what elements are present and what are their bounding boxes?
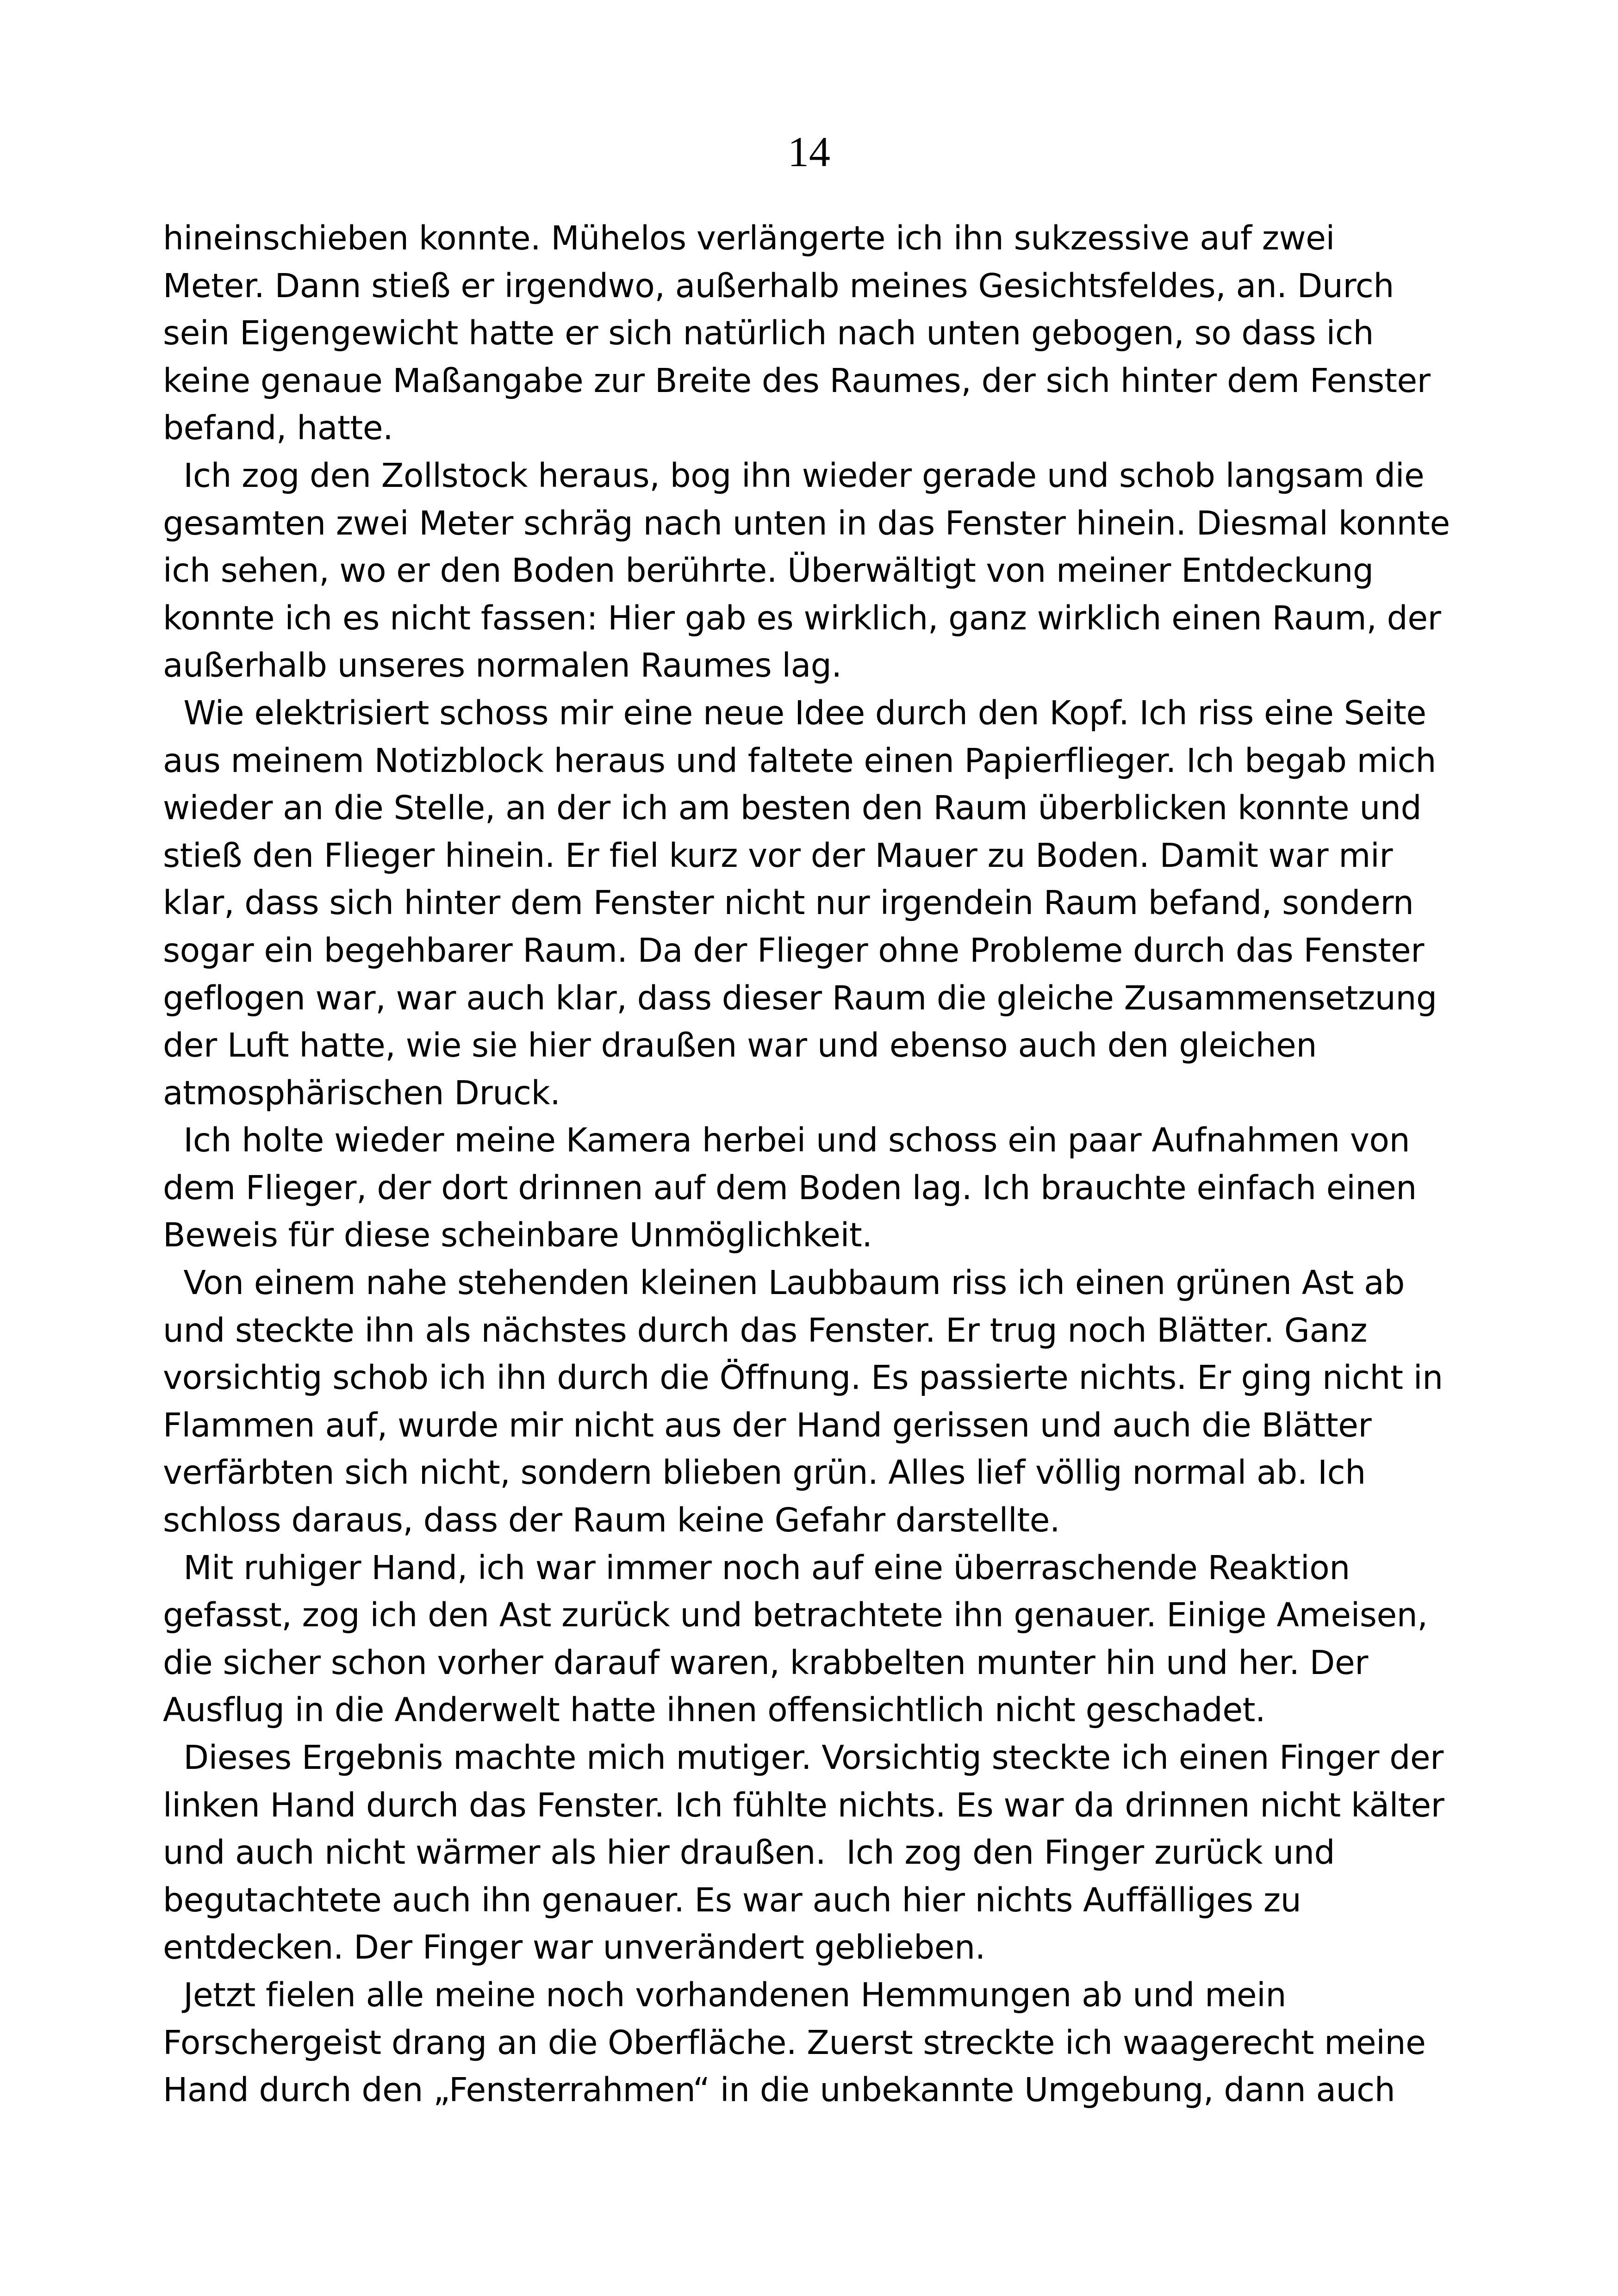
text-line: verfärbten sich nicht, sondern blieben grün. Alles lief völlig normal ab. Ich (163, 1453, 1366, 1492)
text-line: befand, hatte. (163, 409, 393, 448)
text-line: Jetzt fielen alle meine noch vorhandenen Hemmungen ab und mein (163, 1975, 1287, 2014)
text-line: wieder an die Stelle, an der ich am besten den Raum überblicken konnte und (163, 789, 1422, 828)
text-line: atmosphärischen Druck. (163, 1073, 560, 1112)
text-line: geflogen war, war auch klar, dass dieser Raum die gleiche Zusammensetzung (163, 978, 1437, 1017)
text-line: die sicher schon vorher darauf waren, krabbelten munter hin und her. Der (163, 1643, 1369, 1682)
text-line: vorsichtig schob ich ihn durch die Öffnung. Es passierte nichts. Er ging nicht in (163, 1358, 1443, 1397)
text-line: gesamten zwei Meter schräg nach unten in das Fenster hinein. Diesmal konnte (163, 504, 1450, 542)
text-line: ich sehen, wo er den Boden berührte. Überwältigt von meiner Entdeckung (163, 551, 1374, 590)
text-line: hineinschieben konnte. Mühelos verlängerte ich ihn sukzessive auf zwei (163, 219, 1335, 257)
text-line: Von einem nahe stehenden kleinen Laubbaum riss ich einen grünen Ast ab (163, 1263, 1405, 1302)
text-line: Hand durch den „Fensterrahmen“ in die unbekannte Umgebung, dann auch (163, 2071, 1395, 2109)
text-line: Flammen auf, wurde mir nicht aus der Hand gerissen und auch die Blätter (163, 1406, 1372, 1444)
text-line: Beweis für diese scheinbare Unmöglichkeit. (163, 1216, 872, 1255)
text-line: Ausflug in die Anderwelt hatte ihnen offensichtlich nicht geschadet. (163, 1691, 1266, 1730)
text-line: der Luft hatte, wie sie hier draußen war und ebenso auch den gleichen (163, 1026, 1317, 1065)
text-line: Mit ruhiger Hand, ich war immer noch auf eine überraschende Reaktion (163, 1548, 1350, 1587)
text-line: außerhalb unseres normalen Raumes lag. (163, 646, 842, 685)
text-line: linken Hand durch das Fenster. Ich fühlte nichts. Es war da drinnen nicht kälter (163, 1786, 1444, 1824)
text-line: Forschergeist drang an die Oberfläche. Zuerst streckte ich waagerecht meine (163, 2023, 1426, 2062)
text-line: Meter. Dann stieß er irgendwo, außerhalb meines Gesichtsfeldes, an. Durch (163, 266, 1394, 305)
text-line: konnte ich es nicht fassen: Hier gab es wirklich, ganz wirklich einen Raum, der (163, 598, 1441, 637)
text-line: sogar ein begehbarer Raum. Da der Flieger ohne Probleme durch das Fenster (163, 931, 1424, 970)
text-line: Ich zog den Zollstock heraus, bog ihn wieder gerade und schob langsam die (163, 456, 1425, 495)
text-line: dem Flieger, der dort drinnen auf dem Boden lag. Ich brauchte einfach einen (163, 1168, 1417, 1207)
text-line: Dieses Ergebnis machte mich mutiger. Vorsichtig steckte ich einen Finger der (163, 1738, 1444, 1777)
body-text (163, 215, 1459, 2114)
text-line: entdecken. Der Finger war unverändert geblieben. (163, 1928, 985, 1967)
text-line: Ich holte wieder meine Kamera herbei und schoss ein paar Aufnahmen von (163, 1121, 1410, 1160)
text-line: schloss daraus, dass der Raum keine Gefahr darstellte. (163, 1501, 1060, 1540)
text-line: gefasst, zog ich den Ast zurück und betrachtete ihn genauer. Einige Ameisen, (163, 1596, 1428, 1635)
text-line: begutachtete auch ihn genauer. Es war auch hier nichts Auffälliges zu (163, 1880, 1301, 1919)
text-line: sein Eigengewicht hatte er sich natürlich nach unten gebogen, so dass ich (163, 314, 1374, 353)
text-line: stieß den Flieger hinein. Er fiel kurz vor der Mauer zu Boden. Damit war mir (163, 836, 1393, 875)
text-line: Wie elektrisiert schoss mir eine neue Idee durch den Kopf. Ich riss eine Seite (163, 693, 1426, 732)
text-line: keine genaue Maßangabe zur Breite des Raumes, der sich hinter dem Fenster (163, 361, 1431, 400)
text-line: aus meinem Notizblock heraus und faltete einen Papierflieger. Ich begab mich (163, 741, 1436, 780)
text-line: klar, dass sich hinter dem Fenster nicht nur irgendein Raum befand, sondern (163, 884, 1414, 922)
text-line: und auch nicht wärmer als hier draußen. Ich zog den Finger zurück und (163, 1833, 1335, 1872)
page-number: 14 (788, 128, 830, 175)
text-line: und steckte ihn als nächstes durch das Fenster. Er trug noch Blätter. Ganz (163, 1311, 1368, 1350)
